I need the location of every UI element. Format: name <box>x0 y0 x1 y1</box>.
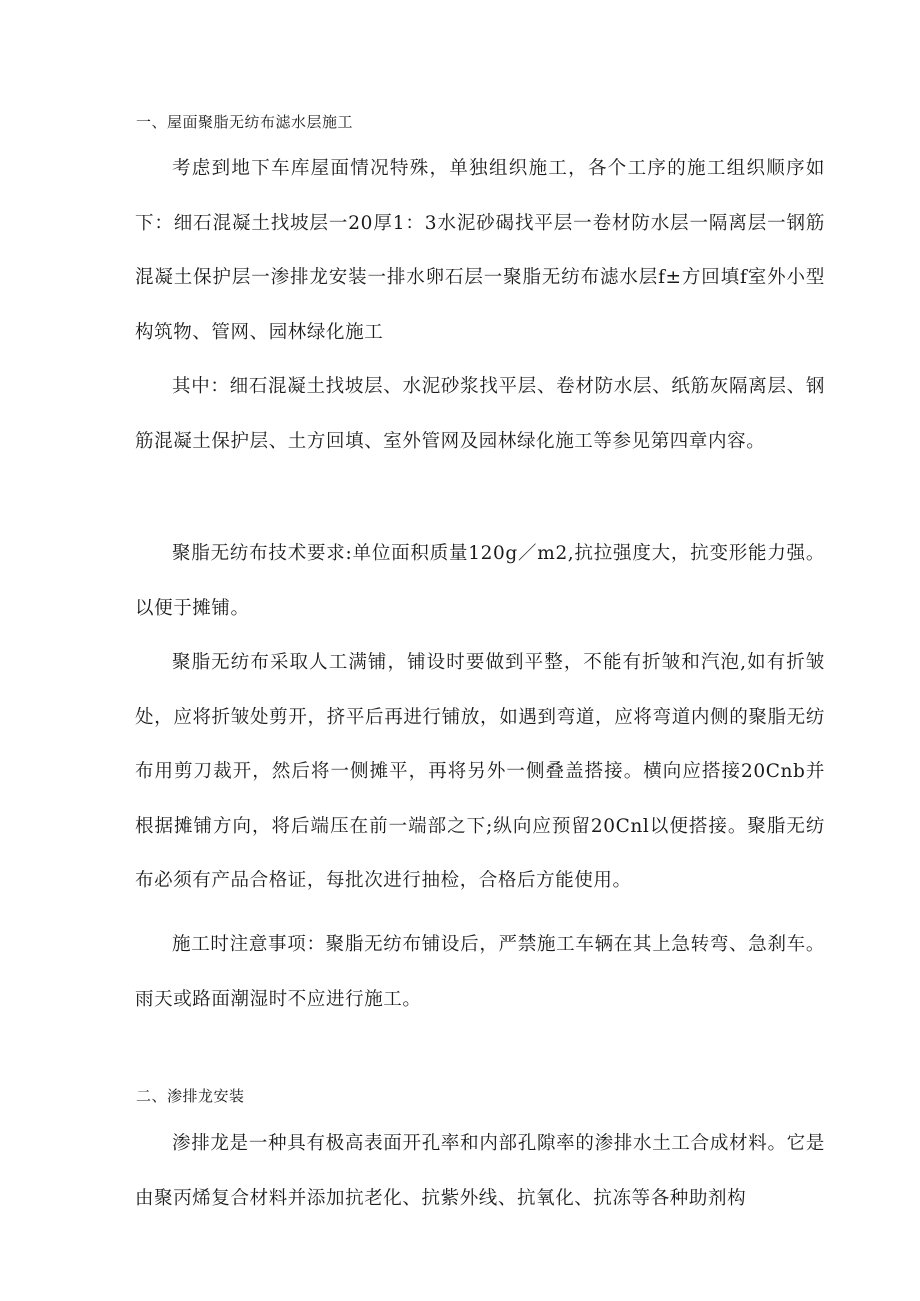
section-heading-2: 二、渗排龙安装 <box>136 1087 245 1105</box>
paragraph-technical-requirements: 聚脂无纺布技术要求:单位面积质量120g／m2,抗拉强度大，抗变形能力强。以便于摊铺。 <box>135 543 825 619</box>
paragraph-drainage-material: 渗排龙是一种具有极高表面开孔率和内部孔隙率的渗排水土工合成材料。它是由聚丙烯复合材料并添加抗老化、抗紫外线、抗氧化、抗冻等各种助剂构 <box>135 1133 825 1209</box>
paragraph-construction-sequence: 考虑到地下车库屋面情况特殊，单独组织施工，各个工序的施工组织顺序如下：细石混凝土找坡层一20厚1：3水泥砂碣找平层一卷材防水层一隔离层一钢筋混凝土保护层一渗排龙安装一排水卵石层一聚脂无纺布滤水层f±方回填f室外小型构筑物、管网、园林绿化施工 <box>135 158 825 343</box>
paragraph-laying-method: 聚脂无纺布采取人工满铺，铺设时要做到平整，不能有折皱和汽泡,如有折皱处，应将折皱处剪开，挤平后再进行铺放，如遇到弯道，应将弯道内侧的聚脂无纺布用剪刀裁开，然后将一侧摊平，再将另外一侧叠盖搭接。横向应搭接20Cnb并根据摊铺方向，将后端压在前一端部之下;纵向应预留20Cnl以便搭接。聚脂无纺布必须有产品合格证，每批次进行抽检，合格后方能使用。 <box>135 652 825 891</box>
paragraph-precautions: 施工时注意事项：聚脂无纺布铺设后，严禁施工车辆在其上急转弯、急刹车。雨天或路面潮湿时不应进行施工。 <box>135 934 825 1010</box>
paragraph-reference-chapter-four: 其中：细石混凝土找坡层、水泥砂浆找平层、卷材防水层、纸筋灰隔离层、钢筋混凝土保护层、土方回填、室外管网及园林绿化施工等参见第四章内容。 <box>135 376 825 452</box>
section-heading-1: 一、屋面聚脂无纺布滤水层施工 <box>136 113 354 131</box>
